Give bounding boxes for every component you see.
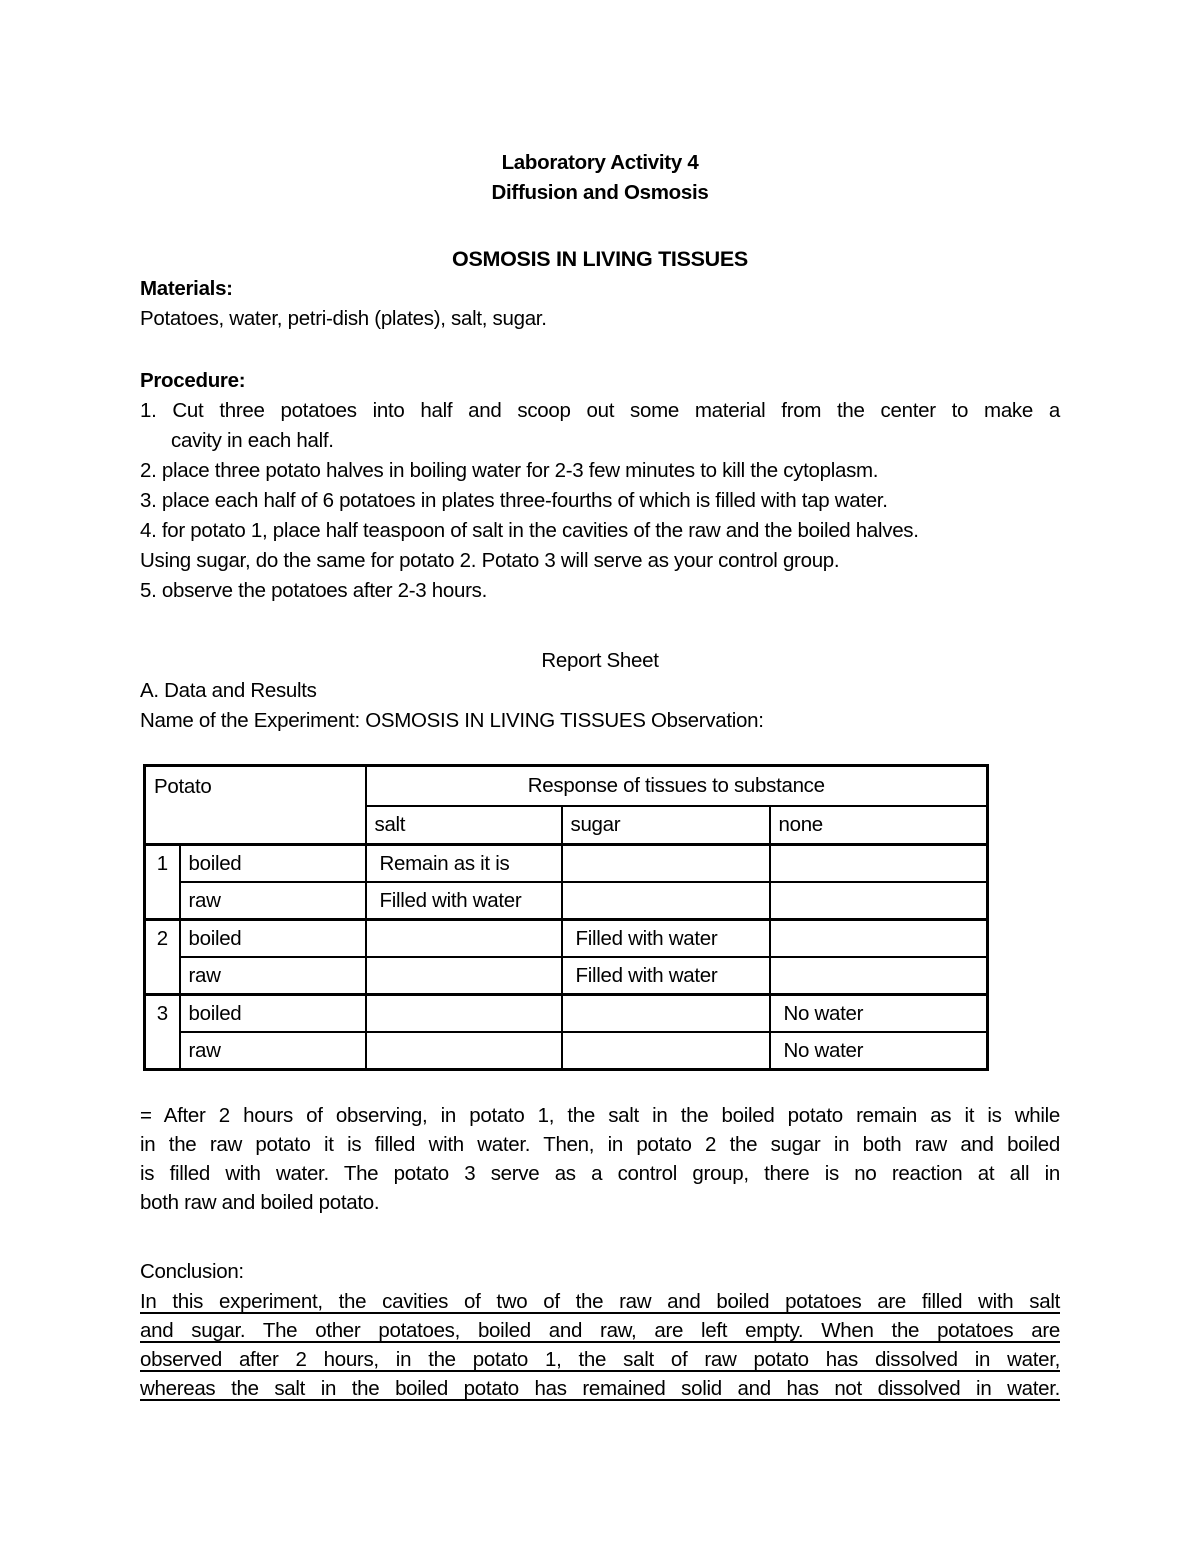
response-none-cell xyxy=(770,845,988,883)
potato-number-cell: 3 xyxy=(145,995,180,1070)
potato-number-cell: 1 xyxy=(145,845,180,920)
experiment-name-line: Name of the Experiment: OSMOSIS IN LIVING TISSUES Observation: xyxy=(140,709,764,732)
procedure-step-4-continuation: Using sugar, do the same for potato 2. Potato 3 will serve as your control group. xyxy=(140,549,840,572)
procedure-step-4: 4. for potato 1, place half teaspoon of salt in the cavities of the raw and the boiled halves. xyxy=(140,519,919,542)
substance-header-sugar: sugar xyxy=(562,806,770,845)
experiment-heading: OSMOSIS IN LIVING TISSUES xyxy=(452,247,748,271)
response-sugar-cell xyxy=(562,995,770,1033)
conclusion-line-2: and sugar. The other potatoes, boiled and raw, are left empty. When the potatoes are xyxy=(140,1319,1060,1342)
substance-header-salt: salt xyxy=(366,806,562,845)
response-salt-cell xyxy=(366,920,562,958)
response-sugar-cell xyxy=(562,845,770,883)
procedure-step-3: 3. place each half of 6 potatoes in plates three-fourths of which is filled with tap water. xyxy=(140,489,888,512)
table-row xyxy=(145,920,988,958)
conclusion-paragraph xyxy=(140,1287,1060,1403)
procedure-step-5: 5. observe the potatoes after 2-3 hours. xyxy=(140,579,487,602)
lab-activity-title: Laboratory Activity 4 xyxy=(501,151,699,174)
response-none-cell: No water xyxy=(770,995,988,1033)
materials-heading: Materials: xyxy=(140,277,233,300)
potato-state-cell: raw xyxy=(180,1032,366,1070)
conclusion-line-3: observed after 2 hours, in the potato 1, the salt of raw potato has dissolved in water, xyxy=(140,1348,1060,1371)
observation-paragraph xyxy=(140,1101,1060,1217)
procedure-heading: Procedure: xyxy=(140,369,246,392)
report-sheet-heading: Report Sheet xyxy=(541,649,659,672)
table-row xyxy=(145,995,988,1033)
response-salt-cell xyxy=(366,957,562,995)
response-none-cell xyxy=(770,882,988,920)
response-salt-cell: Filled with water xyxy=(366,882,562,920)
document-page xyxy=(140,0,1060,1403)
results-table xyxy=(143,764,989,1071)
potato-state-cell: boiled xyxy=(180,845,366,883)
potato-state-cell: boiled xyxy=(180,920,366,958)
observation-line-2: in the raw potato it is filled with water. Then, in potato 2 the sugar in both raw and boiled xyxy=(140,1133,1060,1156)
response-sugar-cell xyxy=(562,1032,770,1070)
potato-state-cell: raw xyxy=(180,882,366,920)
response-header-cell: Response of tissues to substance xyxy=(366,766,988,807)
response-salt-cell xyxy=(366,995,562,1033)
potato-state-cell: boiled xyxy=(180,995,366,1033)
response-none-cell xyxy=(770,957,988,995)
conclusion-line-1: In this experiment, the cavities of two of the raw and boiled potatoes are filled with salt xyxy=(140,1290,1060,1313)
procedure-step-1-continuation: cavity in each half. xyxy=(171,429,334,452)
procedure-step-1: 1. Cut three potatoes into half and scoop out some material from the center to make a xyxy=(140,399,1060,422)
lab-activity-subtitle: Diffusion and Osmosis xyxy=(491,181,709,204)
response-none-cell: No water xyxy=(770,1032,988,1070)
table-row xyxy=(145,845,988,883)
observation-line-4: both raw and boiled potato. xyxy=(140,1191,380,1214)
substance-header-none: none xyxy=(770,806,988,845)
procedure-step-2: 2. place three potato halves in boiling water for 2-3 few minutes to kill the cytoplasm. xyxy=(140,459,879,482)
response-salt-cell: Remain as it is xyxy=(366,845,562,883)
materials-list: Potatoes, water, petri-dish (plates), salt, sugar. xyxy=(140,307,547,330)
procedure-steps xyxy=(140,396,1060,606)
response-sugar-cell xyxy=(562,882,770,920)
conclusion-line-4: whereas the salt in the boiled potato has remained solid and has not dissolved in water. xyxy=(140,1377,1060,1400)
potato-header-cell: Potato xyxy=(145,766,366,845)
table-row xyxy=(145,957,988,995)
response-sugar-cell: Filled with water xyxy=(562,957,770,995)
response-sugar-cell: Filled with water xyxy=(562,920,770,958)
table-row xyxy=(145,1032,988,1070)
observation-line-3: is filled with water. The potato 3 serve as a control group, there is no reaction at all in xyxy=(140,1162,1060,1185)
data-results-heading: A. Data and Results xyxy=(140,679,317,702)
response-salt-cell xyxy=(366,1032,562,1070)
table-row xyxy=(145,882,988,920)
conclusion-heading: Conclusion: xyxy=(140,1260,244,1283)
response-none-cell xyxy=(770,920,988,958)
observation-line-1: = After 2 hours of observing, in potato 1, the salt in the boiled potato remain as it is while xyxy=(140,1104,1060,1127)
potato-state-cell: raw xyxy=(180,957,366,995)
potato-number-cell: 2 xyxy=(145,920,180,995)
table-header-row-1 xyxy=(145,766,988,807)
